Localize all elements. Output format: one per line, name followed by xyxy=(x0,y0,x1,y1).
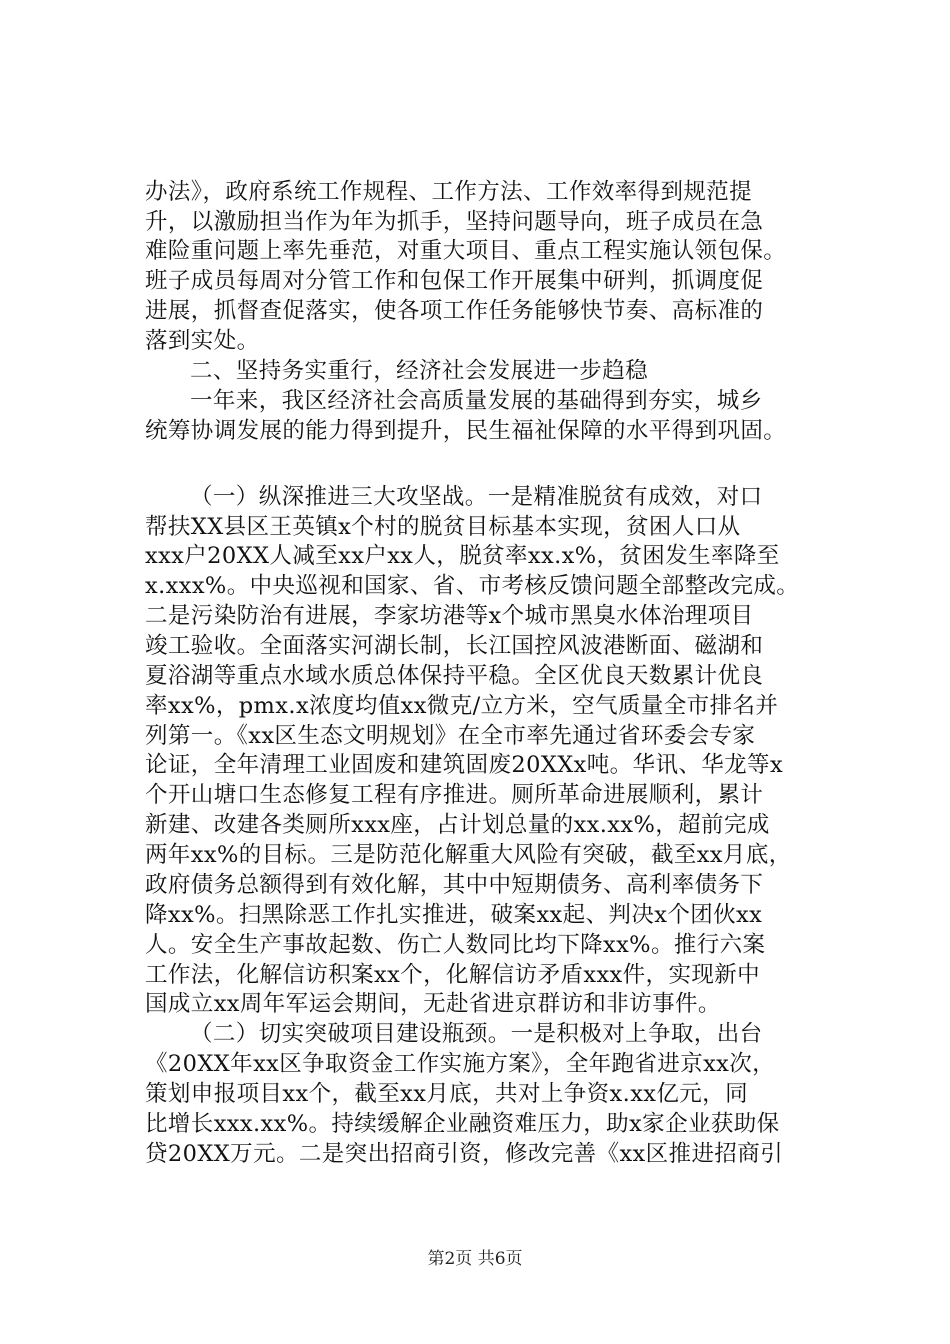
body-text-line: x.xxx%。中央巡视和国家、省、市考核反馈问题全部整改完成。 xyxy=(145,573,800,599)
body-text-line: 策划申报项目xx个，截至xx月底，共对上争资x.xx亿元，同 xyxy=(145,1081,748,1107)
body-text-line: 班子成员每周对分管工作和包保工作开展集中研判，抓调度促 xyxy=(145,268,764,294)
body-text-line: 列第一。《xx区生态文明规划》在全市率先通过省环委会专家 xyxy=(145,723,756,749)
body-text-line: 帮扶XX县区王英镇x个村的脱贫目标基本实现，贫困人口从 xyxy=(145,514,741,540)
body-text-line: 夏浴湖等重点水域水质总体保持平稳。全区优良天数累计优良 xyxy=(145,663,764,689)
body-text-line: 论证，全年清理工业固废和建筑固废20XXx吨。华讯、华龙等x xyxy=(145,752,784,778)
body-text-line: 进展，抓督查促落实，使各项工作任务能够快节奏、高标准的 xyxy=(145,298,764,324)
body-text-line: 人。安全生产事故起数、伤亡人数同比均下降xx%。推行六案 xyxy=(145,932,766,958)
body-text-line: 难险重问题上率先垂范，对重大项目、重点工程实施认领包保。 xyxy=(145,238,787,264)
page-number-footer: 第2页 共6页 xyxy=(427,1249,523,1269)
body-text-line: 工作法，化解信访积案xx个，化解信访矛盾xxx件，实现新中 xyxy=(145,962,761,988)
body-text-line: 办法》，政府系统工作规程、工作方法、工作效率得到规范提 xyxy=(145,179,753,205)
body-text-line: 《20XX年xx区争取资金工作实施方案》，全年跑省进京xx次， xyxy=(145,1051,776,1077)
body-text-line: 升，以激励担当作为年为抓手，坚持问题导向，班子成员在急 xyxy=(145,209,764,235)
body-text-line: （二）切实突破项目建设瓶颈。一是积极对上争取，出台 xyxy=(190,1021,763,1047)
body-text-line: （一）纵深推进三大攻坚战。一是精准脱贫有成效，对口 xyxy=(190,484,763,510)
body-text-line: 比增长xxx.xx%。持续缓解企业融资难压力，助x家企业获助保 xyxy=(145,1111,780,1137)
body-text-line: 两年xx%的目标。三是防范化解重大风险有突破，截至xx月底， xyxy=(145,842,792,868)
body-text-line: 新建、改建各类厕所xxx座，占计划总量的xx.xx%，超前完成 xyxy=(145,812,770,838)
body-text-line: 国成立xx周年军运会期间，无赴省进京群访和非访事件。 xyxy=(145,991,721,1017)
body-text-line: 贷20XX万元。二是突出招商引资，修改完善《xx区推进招商引 xyxy=(145,1141,784,1167)
body-text-line: 统筹协调发展的能力得到提升，民生福祉保障的水平得到巩固。 xyxy=(145,418,787,444)
body-text-line: 一年来，我区经济社会高质量发展的基础得到夯实，城乡 xyxy=(190,388,763,414)
body-text-line: 竣工验收。全面落实河湖长制，长江国控风波港断面、磁湖和 xyxy=(145,633,764,659)
body-text-line: 二是污染防治有进展，李家坊港等x个城市黑臭水体治理项目 xyxy=(145,603,754,629)
section-heading: 二、坚持务实重行，经济社会发展进一步趋稳 xyxy=(190,358,649,384)
body-text-line: 率xx%，pmx.x浓度均值xx微克/立方米，空气质量全市排名并 xyxy=(145,693,779,719)
body-text-line: 落到实处。 xyxy=(145,328,260,354)
body-text-line: 政府债务总额得到有效化解，其中中短期债务、高利率债务下 xyxy=(145,872,764,898)
body-text-line: 个开山塘口生态修复工程有序推进。厕所革命进展顺利，累计 xyxy=(145,782,764,808)
body-text-line: 降xx%。扫黑除恶工作扎实推进，破案xx起、判决x个团伙xx xyxy=(145,902,763,928)
body-text-line: xxx户20XX人减至xx户xx人，脱贫率xx.x%，贫困发生率降至 xyxy=(145,543,780,569)
